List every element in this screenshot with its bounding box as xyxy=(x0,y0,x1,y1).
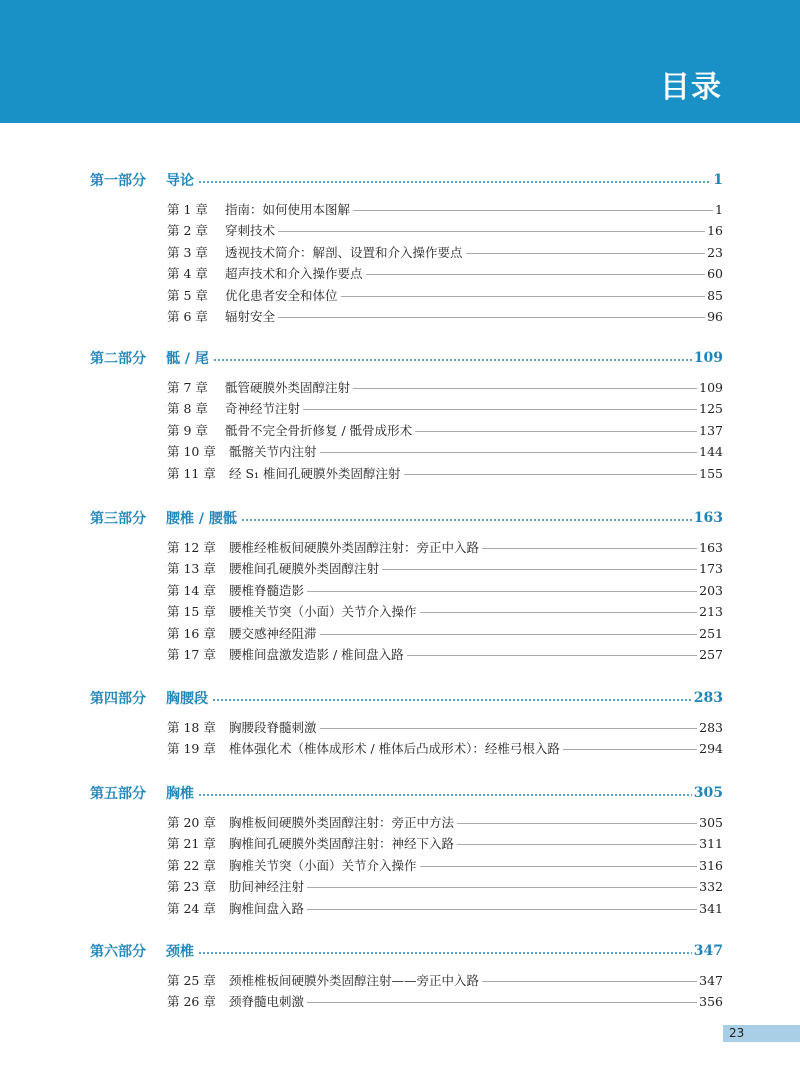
dot-leader xyxy=(213,359,692,361)
page-number-bar xyxy=(723,1025,800,1042)
chapter-entry[interactable] xyxy=(167,420,723,440)
chapter-title: 辐射安全 xyxy=(225,309,276,324)
part-heading[interactable] xyxy=(90,940,723,962)
chapter-label: 第 9 章 xyxy=(167,423,208,438)
dot-leader xyxy=(303,409,697,410)
chapter-page-number: 283 xyxy=(699,719,723,735)
chapter-page-number: 173 xyxy=(699,560,723,576)
part-page-number: 163 xyxy=(693,510,723,526)
page-title: 目录 xyxy=(660,70,722,105)
dot-leader xyxy=(212,699,692,701)
part-title: 骶 / 尾 xyxy=(166,351,209,367)
chapter-title: 肋间神经注射 xyxy=(229,879,305,894)
chapter-label: 第 20 章 xyxy=(167,815,216,830)
part-label: 第一部分 xyxy=(90,173,146,189)
chapter-entry[interactable] xyxy=(167,220,723,240)
dot-leader xyxy=(482,981,697,982)
part-label: 第二部分 xyxy=(90,351,146,367)
chapter-label: 第 7 章 xyxy=(167,380,208,395)
chapter-page-number: 60 xyxy=(707,265,723,281)
chapter-title: 胸椎间孔硬膜外类固醇注射：神经下入路 xyxy=(229,836,455,851)
chapter-page-number: 125 xyxy=(699,400,723,416)
chapter-title: 经 S₁ 椎间孔硬膜外类固醇注射 xyxy=(229,466,401,481)
dot-leader xyxy=(307,887,697,888)
chapter-entry[interactable] xyxy=(167,537,723,557)
chapter-page-number: 356 xyxy=(699,993,723,1009)
chapter-label: 第 23 章 xyxy=(167,879,216,894)
chapter-page-number: 305 xyxy=(699,814,723,830)
chapter-label: 第 11 章 xyxy=(167,466,216,481)
chapter-page-number: 137 xyxy=(699,422,723,438)
chapter-title: 透视技术简介：解剖、设置和介入操作要点 xyxy=(225,245,463,260)
chapter-page-number: 1 xyxy=(715,201,723,217)
chapter-title: 优化患者安全和体位 xyxy=(225,288,338,303)
chapter-label: 第 1 章 xyxy=(167,202,208,217)
part-page-number: 1 xyxy=(713,172,723,188)
chapter-title: 骶管硬膜外类固醇注射 xyxy=(225,380,351,395)
dot-leader xyxy=(457,823,697,824)
chapter-page-number: 96 xyxy=(707,308,723,324)
part-label: 第六部分 xyxy=(90,944,146,960)
chapter-page-number: 203 xyxy=(699,582,723,598)
chapter-entry[interactable] xyxy=(167,717,723,737)
chapter-label: 第 19 章 xyxy=(167,741,216,756)
dot-leader xyxy=(353,388,697,389)
dot-leader xyxy=(404,474,698,475)
chapter-label: 第 15 章 xyxy=(167,604,216,619)
chapter-title: 胸椎间盘入路 xyxy=(229,901,305,916)
part-heading[interactable] xyxy=(90,169,723,191)
chapter-label: 第 12 章 xyxy=(167,540,216,555)
chapter-entry[interactable] xyxy=(167,558,723,578)
chapter-title: 超声技术和介入操作要点 xyxy=(225,266,363,281)
part-label: 第五部分 xyxy=(90,786,146,802)
chapter-page-number: 294 xyxy=(699,740,723,756)
dot-leader xyxy=(320,728,698,729)
chapter-title: 骶骨不完全骨折修复 / 骶骨成形术 xyxy=(225,423,413,438)
chapter-label: 第 10 章 xyxy=(167,444,216,459)
chapter-page-number: 311 xyxy=(699,835,723,851)
chapter-title: 椎体强化术（椎体成形术 / 椎体后凸成形术）：经椎弓根入路 xyxy=(229,741,560,756)
chapter-title: 腰椎间孔硬膜外类固醇注射 xyxy=(229,561,380,576)
chapter-entry[interactable] xyxy=(167,199,723,219)
chapter-title: 腰交感神经阻滞 xyxy=(229,626,317,641)
chapter-entry[interactable] xyxy=(167,812,723,832)
chapter-page-number: 23 xyxy=(707,244,723,260)
chapter-entry[interactable] xyxy=(167,398,723,418)
dot-leader xyxy=(420,612,698,613)
chapter-entry[interactable] xyxy=(167,263,723,283)
chapter-label: 第 26 章 xyxy=(167,994,216,1009)
chapter-entry[interactable] xyxy=(167,970,723,990)
chapter-page-number: 213 xyxy=(699,603,723,619)
chapter-entry[interactable] xyxy=(167,991,723,1011)
part-title: 颈椎 xyxy=(166,944,194,960)
page-number: 23 xyxy=(729,1026,745,1040)
dot-leader xyxy=(320,634,698,635)
chapter-entry[interactable] xyxy=(167,855,723,875)
dot-leader xyxy=(198,794,692,796)
chapter-page-number: 316 xyxy=(699,857,723,873)
chapter-entry[interactable] xyxy=(167,580,723,600)
chapter-entry[interactable] xyxy=(167,898,723,918)
chapter-title: 颈椎椎板间硬膜外类固醇注射——旁正中入路 xyxy=(229,973,480,988)
chapter-title: 胸腰段脊髓刺激 xyxy=(229,720,317,735)
dot-leader xyxy=(466,253,706,254)
dot-leader xyxy=(307,1002,697,1003)
chapter-page-number: 341 xyxy=(699,900,723,916)
part-page-number: 109 xyxy=(693,350,723,366)
dot-leader xyxy=(341,296,706,297)
chapter-label: 第 17 章 xyxy=(167,647,216,662)
chapter-entry[interactable] xyxy=(167,285,723,305)
chapter-page-number: 109 xyxy=(699,379,723,395)
chapter-title: 穿刺技术 xyxy=(225,223,276,238)
chapter-label: 第 21 章 xyxy=(167,836,216,851)
part-title: 胸椎 xyxy=(166,786,194,802)
chapter-entry[interactable] xyxy=(167,833,723,853)
chapter-page-number: 155 xyxy=(699,465,723,481)
chapter-label: 第 18 章 xyxy=(167,720,216,735)
part-page-number: 305 xyxy=(693,785,723,801)
chapter-title: 腰椎间盘激发造影 / 椎间盘入路 xyxy=(229,647,404,662)
dot-leader xyxy=(353,210,713,211)
part-title: 胸腰段 xyxy=(166,691,208,707)
chapter-entry[interactable] xyxy=(167,644,723,664)
chapter-entry[interactable] xyxy=(167,441,723,461)
chapter-label: 第 25 章 xyxy=(167,973,216,988)
dot-leader xyxy=(382,569,697,570)
chapter-title: 指南：如何使用本图解 xyxy=(225,202,351,217)
dot-leader xyxy=(320,452,698,453)
chapter-title: 腰椎经椎板间硬膜外类固醇注射：旁正中入路 xyxy=(229,540,480,555)
chapter-label: 第 2 章 xyxy=(167,223,208,238)
chapter-label: 第 16 章 xyxy=(167,626,216,641)
dot-leader xyxy=(278,231,705,232)
chapter-label: 第 24 章 xyxy=(167,901,216,916)
chapter-label: 第 5 章 xyxy=(167,288,208,303)
dot-leader xyxy=(482,548,697,549)
chapter-label: 第 8 章 xyxy=(167,401,208,416)
part-title: 腰椎 / 腰骶 xyxy=(166,511,237,527)
dot-leader xyxy=(241,519,692,521)
chapter-entry[interactable] xyxy=(167,601,723,621)
dot-leader xyxy=(198,181,711,183)
chapter-entry[interactable] xyxy=(167,876,723,896)
chapter-title: 奇神经节注射 xyxy=(225,401,301,416)
chapter-page-number: 163 xyxy=(699,539,723,555)
part-page-number: 283 xyxy=(693,690,723,706)
chapter-label: 第 22 章 xyxy=(167,858,216,873)
chapter-entry[interactable] xyxy=(167,242,723,262)
chapter-title: 腰椎关节突（小面）关节介入操作 xyxy=(229,604,417,619)
chapter-title: 胸椎板间硬膜外类固醇注射：旁正中方法 xyxy=(229,815,455,830)
chapter-entry[interactable] xyxy=(167,623,723,643)
chapter-label: 第 4 章 xyxy=(167,266,208,281)
chapter-title: 胸椎关节突（小面）关节介入操作 xyxy=(229,858,417,873)
part-label: 第三部分 xyxy=(90,511,146,527)
part-heading[interactable] xyxy=(90,347,723,369)
chapter-page-number: 16 xyxy=(707,222,723,238)
part-title: 导论 xyxy=(166,173,194,189)
chapter-page-number: 85 xyxy=(707,287,723,303)
chapter-title: 腰椎脊髓造影 xyxy=(229,583,305,598)
dot-leader xyxy=(366,274,706,275)
chapter-label: 第 6 章 xyxy=(167,309,208,324)
dot-leader xyxy=(278,317,705,318)
chapter-title: 颈脊髓电刺激 xyxy=(229,994,305,1009)
part-heading[interactable] xyxy=(90,507,723,529)
chapter-page-number: 347 xyxy=(699,972,723,988)
part-page-number: 347 xyxy=(693,943,723,959)
dot-leader xyxy=(563,749,697,750)
dot-leader xyxy=(198,952,692,954)
dot-leader xyxy=(407,655,697,656)
chapter-label: 第 14 章 xyxy=(167,583,216,598)
part-heading[interactable] xyxy=(90,782,723,804)
chapter-page-number: 251 xyxy=(699,625,723,641)
part-label: 第四部分 xyxy=(90,691,146,707)
chapter-entry[interactable] xyxy=(167,306,723,326)
part-heading[interactable] xyxy=(90,687,723,709)
chapter-title: 骶髂关节内注射 xyxy=(229,444,317,459)
chapter-label: 第 3 章 xyxy=(167,245,208,260)
chapter-label: 第 13 章 xyxy=(167,561,216,576)
chapter-page-number: 257 xyxy=(699,646,723,662)
chapter-entry[interactable] xyxy=(167,738,723,758)
chapter-entry[interactable] xyxy=(167,377,723,397)
dot-leader xyxy=(420,866,698,867)
dot-leader xyxy=(307,591,697,592)
chapter-entry[interactable] xyxy=(167,463,723,483)
chapter-page-number: 332 xyxy=(699,878,723,894)
dot-leader xyxy=(415,431,697,432)
dot-leader xyxy=(457,844,697,845)
chapter-page-number: 144 xyxy=(699,443,723,459)
dot-leader xyxy=(307,909,697,910)
